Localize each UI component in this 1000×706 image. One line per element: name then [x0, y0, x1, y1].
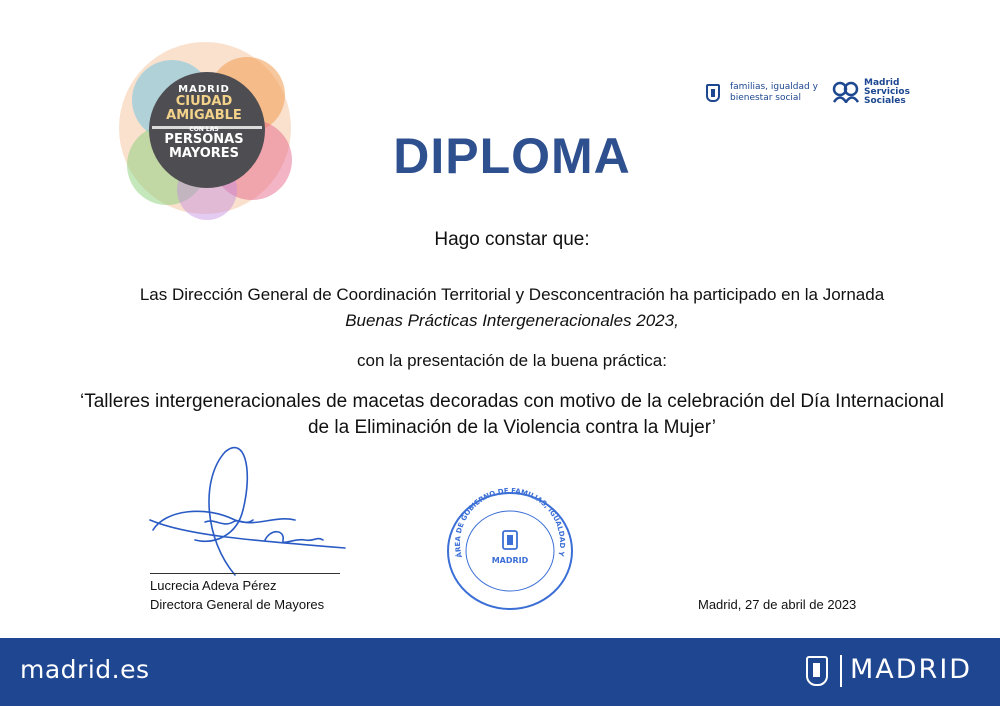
logo-line-madrid: MADRID: [178, 84, 230, 95]
services-line-2: Servicios: [864, 87, 910, 97]
services-line-3: Sociales: [864, 96, 906, 106]
logo-line-personas: PERSONAS: [164, 132, 244, 147]
diploma-title: DIPLOMA: [393, 128, 631, 184]
signature-line: [150, 573, 340, 574]
department-name: [730, 82, 818, 104]
madrid-emblem-icon: [706, 84, 720, 102]
official-stamp: [440, 485, 580, 615]
madrid-emblem-icon: [806, 656, 828, 686]
event-name: Buenas Prácticas Intergeneracionales 2023,: [345, 311, 679, 330]
footer-separator: [840, 655, 842, 687]
practice-title-line-1: ‘Talleres intergeneracionales de macetas decoradas con motivo de la celebración del Día Internacional: [80, 391, 944, 412]
department-line-2: bienestar social: [730, 93, 801, 103]
svg-text:MADRID: MADRID: [491, 556, 529, 565]
intro-text: Hago constar que:: [434, 229, 590, 250]
body-line-1: Las Dirección General de Coordinación Territorial y Desconcentración ha participado en la Jornada: [139, 285, 885, 304]
body-line-3: con la presentación de la buena práctica:: [357, 351, 667, 370]
services-line-1: Madrid: [864, 78, 900, 88]
logo-line-amigable: AMIGABLE: [166, 108, 242, 123]
servicios-sociales-icon: [832, 81, 860, 103]
department-line-1: familias, igualdad y: [730, 82, 818, 92]
svg-text:ÁREA DE GOBIERNO DE FAMILIAS,: ÁREA DE GOBIERNO DE FAMILIAS, IGUALDAD Y: [453, 486, 567, 559]
handwritten-signature: [145, 440, 355, 580]
department-logos: [706, 78, 916, 110]
logo-line-ciudad: CIUDAD: [175, 94, 233, 109]
servicios-sociales-label: [864, 79, 910, 106]
footer-url[interactable]: madrid.es: [20, 655, 150, 684]
footer-bar: [0, 638, 1000, 706]
logo-line-con-las: CON LAS: [189, 126, 219, 133]
signer-name: Lucrecia Adeva Pérez: [150, 578, 277, 593]
footer-brand: MADRID: [850, 654, 973, 685]
signer-role: Directora General de Mayores: [150, 597, 325, 612]
practice-title-line-2: de la Eliminación de la Violencia contra la Mujer’: [307, 417, 717, 438]
issue-date: Madrid, 27 de abril de 2023: [698, 597, 857, 612]
logo-line-mayores: MAYORES: [168, 146, 239, 161]
